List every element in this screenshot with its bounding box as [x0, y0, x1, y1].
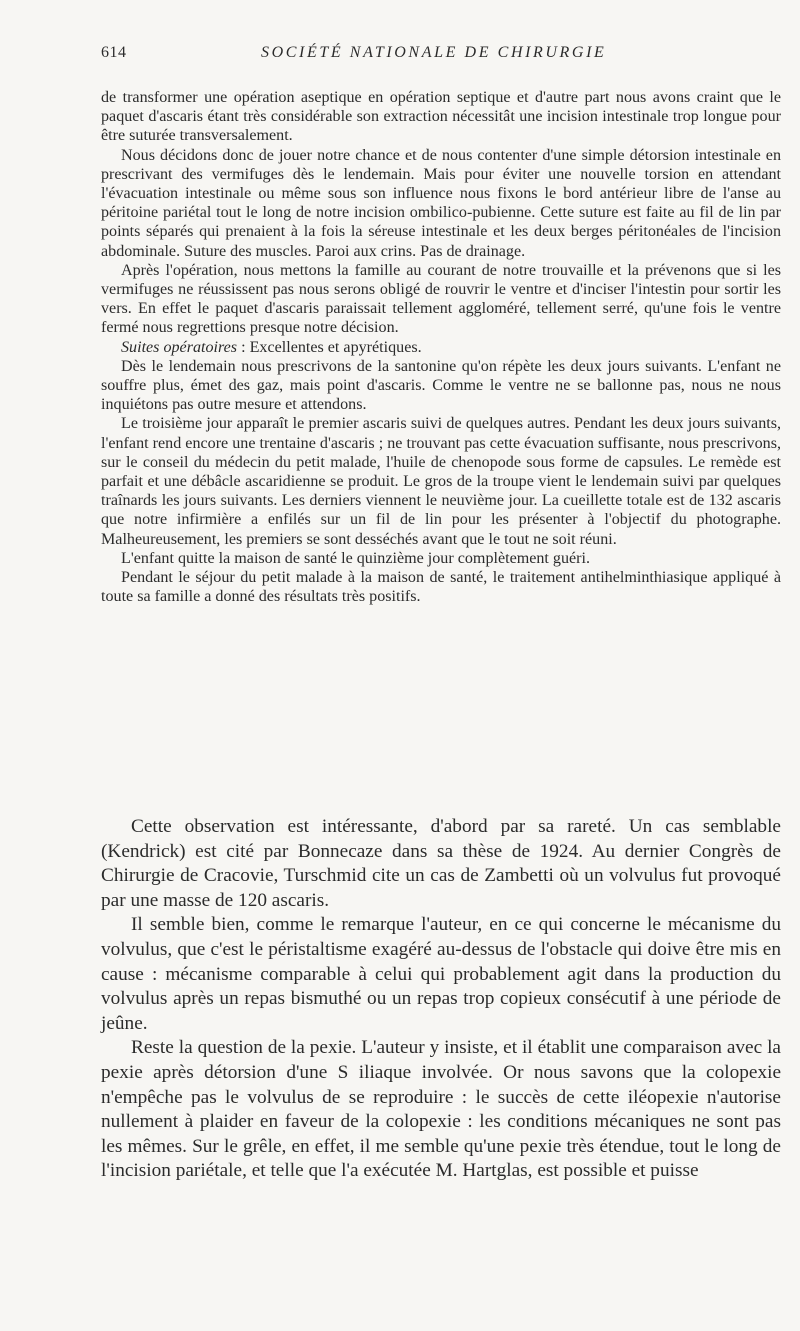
paragraph: Nous décidons donc de jouer notre chance et de nous contenter d'une simple détorsion intestinale en prescrivant des vermifuges dès le lendemain. Mais pour éviter une nouvelle torsion en attendant l'évacuation intestinale ou même sous son influence nous fixons le bord antérieur libre de l'anse au péritoine pariétal tout le long de notre incision ombilico-pubienne. Cette suture est faite au fil de lin par points séparés qui prenaient à la fois la séreuse intestinale et les deux berges péritonéales de l'incision abdominale. Suture des muscles. Paroi aux crins. Pas de drainage.: [101, 146, 781, 260]
paragraph-suites: [101, 338, 781, 357]
running-title: SOCIÉTÉ NATIONALE DE CHIRURGIE: [261, 44, 607, 61]
paragraph: Pendant le séjour du petit malade à la maison de santé, le traitement antihelminthiasique appliqué à toute sa famille a donné des résultats très positifs.: [101, 569, 781, 606]
suites-text: : Excellentes et apyrétiques.: [237, 338, 422, 356]
page-number: 614: [101, 44, 127, 61]
paragraph: Dès le lendemain nous prescrivons de la santonine qu'on répète les deux jours suivants. L'enfant ne souffre plus, émet des gaz, mais point d'ascaris. Comme le ventre ne se ballonne pas, nous ne nous inquiétons pas outre mesure et attendons.: [101, 357, 781, 414]
paragraph: L'enfant quitte la maison de santé le quinzième jour complètement guéri.: [121, 549, 591, 567]
suites-label: Suites opératoires: [121, 338, 238, 356]
commentary-text: [101, 815, 781, 1184]
paragraph: Reste la question de la pexie. L'auteur y insiste, et il établit une comparaison avec la pexie après détorsion d'une S iliaque involvée. Or nous savons que la colopexie n'empêche pas le volvulus de se reproduire : le succès de cette iléopexie n'autorise nullement à plaider en faveur de la colopexie : les conditions mécaniques ne sont pas les mêmes. Sur le grêle, en effet, il me semble qu'une pexie très étendue, tout le long de l'incision pariétale, et telle que l'a exécutée M. Hartglas, est possible et puisse: [101, 1037, 781, 1182]
observation-text: [101, 88, 781, 606]
paragraph: Après l'opération, nous mettons la famille au courant de notre trouvaille et la prévenons que si les vermifuges ne réussissent pas nous serons obligé de rouvrir le ventre et d'inciser l'intestin pour sortir les vers. En effet le paquet d'ascaris paraissait tellement aggloméré, tellement serré, qu'une fois le ventre fermé nous regrettions presque notre décision.: [101, 261, 781, 337]
paragraph: Cette observation est intéressante, d'abord par sa rareté. Un cas semblable (Kendrick) est cité par Bonnecaze dans sa thèse de 1924. Au dernier Congrès de Chirurgie de Cracovie, Turschmid cite un cas de Zambetti où un volvulus fut provoqué par une masse de 120 ascaris.: [101, 816, 781, 911]
paragraph: de transformer une opération aseptique en opération septique et d'autre part nous avons craint que le paquet d'ascaris étant très considérable son extraction nécessitât une incision intestinale trop longue pour être suturée transversalement.: [101, 89, 781, 145]
paragraph: Il semble bien, comme le remarque l'auteur, en ce qui concerne le mécanisme du volvulus, que c'est le péristaltisme exagéré au-dessus de l'obstacle qui doive être mis en cause : mécanisme comparable à celui qui probablement agit dans la production du volvulus après un repas bismuthé ou un repas trop copieux consécutif à une période de jeûne.: [101, 914, 781, 1034]
page-header: [101, 44, 760, 70]
paragraph: Le troisième jour apparaît le premier ascaris suivi de quelques autres. Pendant les deux jours suivants, l'enfant rend encore une trentaine d'ascaris ; ne trouvant pas cette évacuation suffisante, nous prescrivons, sur le conseil du médecin du petit malade, l'huile de chenopode sous forme de capsules. Le remède est parfait et une débâcle ascaridienne se produit. Le gros de la troupe vient le lendemain suivi par quelques traînards les jours suivants. Les derniers viennent le neuvième jour. La cueillette totale est de 132 ascaris que notre infirmière a enfilés sur un fil de lin pour les présenter à l'objectif du photographe. Malheureusement, les premiers se sont desséchés avant que le tout ne soit réuni.: [101, 415, 781, 548]
